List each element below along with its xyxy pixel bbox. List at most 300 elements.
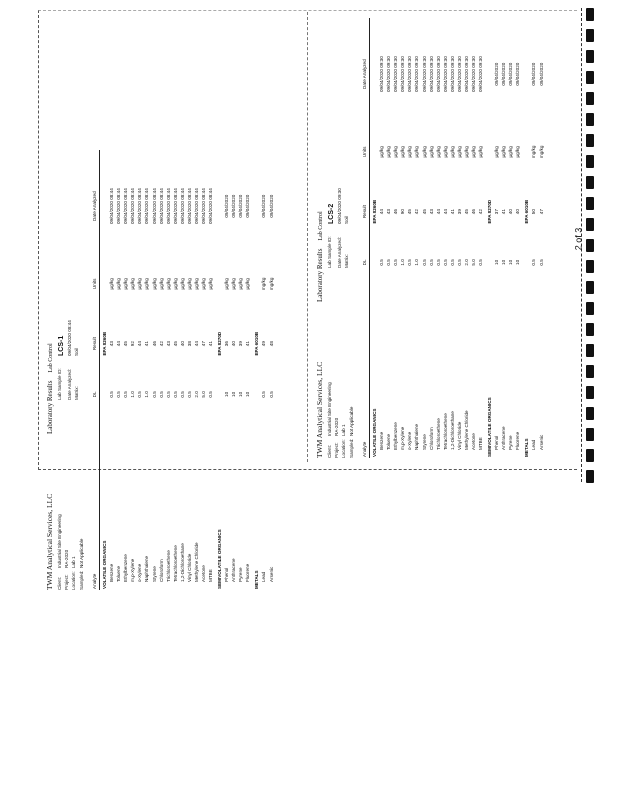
- dl-cell: 0.5: [186, 391, 192, 398]
- column-header: DL: [363, 250, 370, 275]
- result-cell: 40: [515, 209, 521, 215]
- result-cell: 48: [268, 341, 274, 347]
- dl-cell: 0.5: [407, 259, 413, 266]
- feed-hole: [586, 29, 594, 42]
- dl-cell: 10: [231, 391, 237, 397]
- lab-report: [316, 18, 568, 458]
- analyte-cell: Methylene Chloride: [194, 542, 200, 582]
- feed-hole: [586, 134, 594, 147]
- date-cell: 09/04/2020 08:44: [130, 188, 136, 225]
- analyte-cell: o-Xylene: [137, 563, 143, 582]
- table-row: [443, 18, 450, 458]
- client-info: [58, 440, 87, 590]
- table-row: [471, 18, 478, 458]
- units-cell: µg/kg: [130, 278, 136, 290]
- dl-cell: 0.5: [208, 391, 214, 398]
- units-cell: µg/kg: [501, 146, 507, 158]
- date-cell: 09/04/2020 09:30: [464, 56, 470, 93]
- dl-cell: 0.5: [165, 391, 171, 398]
- units-cell: µg/kg: [165, 278, 171, 290]
- info-row: [335, 308, 340, 458]
- dl-cell: 0.5: [393, 259, 399, 266]
- info-row: [80, 440, 85, 590]
- info-key: Client:: [327, 444, 332, 458]
- info-row: [342, 308, 347, 458]
- date-cell: 09/04/2020 09:30: [442, 56, 448, 93]
- date-cell: 09/04/2020 08:44: [194, 188, 200, 225]
- group-spacer: [215, 150, 224, 262]
- table-row: [208, 150, 215, 590]
- group-method: EPA 8270D: [487, 199, 493, 224]
- analyte-cell: MTBE: [478, 437, 484, 450]
- result-cell: 42: [478, 209, 484, 215]
- info-key: Matrix:: [343, 254, 349, 268]
- result-cell: 46: [393, 209, 399, 215]
- date-cell: 09/04/2020 08:44: [208, 188, 214, 225]
- units-cell: mg/kg: [268, 277, 274, 291]
- result-cell: 41: [501, 209, 507, 215]
- info-value: Industrial Site Engineering: [327, 382, 332, 436]
- dl-cell: 0.5: [456, 259, 462, 266]
- units-cell: mg/kg: [261, 277, 267, 291]
- column-header: Date Analyzed: [93, 150, 100, 262]
- group-spacer: [522, 18, 531, 130]
- analyte-cell: Chloroform: [158, 559, 164, 582]
- info-key: Project:: [64, 574, 70, 590]
- date-cell: 09/04/2020 09:30: [428, 56, 434, 93]
- table-row: [531, 18, 538, 458]
- page-divider: [307, 12, 308, 462]
- units-cell: µg/kg: [137, 278, 143, 290]
- units-cell: µg/kg: [179, 278, 185, 290]
- analyte-cell: Naphthalene: [414, 423, 420, 450]
- info-key: Sampled:: [348, 438, 354, 458]
- result-cell: 42: [414, 209, 420, 215]
- report-subtitle: Lab Control: [48, 343, 54, 373]
- table-row: [261, 150, 268, 590]
- units-cell: µg/kg: [123, 278, 129, 290]
- group-spacer: [252, 382, 261, 407]
- feed-hole: [586, 428, 594, 441]
- feed-hole: [586, 113, 594, 126]
- units-cell: µg/kg: [194, 278, 200, 290]
- date-cell: 09/04/2020: [245, 194, 251, 218]
- analyte-cell: Toluene: [386, 433, 392, 450]
- group-spacer: [522, 250, 531, 275]
- group-spacer: [369, 250, 378, 275]
- analyte-cell: o-Xylene: [407, 431, 413, 450]
- page-number: 2 of 3: [573, 227, 584, 251]
- feed-hole: [586, 197, 594, 210]
- dl-cell: 0.5: [378, 259, 384, 266]
- group-row: [369, 18, 378, 458]
- feed-hole: [586, 386, 594, 399]
- dl-cell: 2.0: [464, 259, 470, 266]
- report-header: [316, 18, 324, 458]
- analyte-cell: Styrene: [421, 434, 427, 450]
- result-cell: 37: [494, 209, 500, 215]
- result-cell: 43: [386, 209, 392, 215]
- date-cell: 09/04/2020: [238, 194, 244, 218]
- result-cell: 44: [442, 209, 448, 215]
- dl-cell: 0.5: [386, 259, 392, 266]
- group-spacer: [99, 382, 108, 407]
- dl-cell: 5.0: [471, 259, 477, 266]
- results-table: [93, 150, 276, 590]
- column-header: Date Analyzed: [363, 18, 370, 130]
- units-cell: µg/kg: [414, 146, 420, 158]
- units-cell: µg/kg: [428, 146, 434, 158]
- info-key: Date Analyzed:: [66, 369, 72, 400]
- units-cell: µg/kg: [400, 146, 406, 158]
- analyte-cell: Benzene: [378, 431, 384, 450]
- dl-cell: 1.0: [144, 391, 150, 398]
- date-cell: 09/04/2020: [538, 62, 544, 86]
- units-cell: µg/kg: [186, 278, 192, 290]
- report-title: Laboratory Results: [316, 248, 324, 302]
- units-cell: µg/kg: [158, 278, 164, 290]
- analyte-cell: Arsenic: [538, 434, 544, 450]
- lab-sample-id: LCS-2: [328, 203, 335, 224]
- group-name: METALS: [524, 438, 530, 457]
- report-title: Laboratory Results: [46, 380, 54, 434]
- table-row: [268, 150, 275, 590]
- dl-cell: 0.5: [428, 259, 434, 266]
- table-row: [457, 18, 464, 458]
- sample-details: [58, 260, 87, 400]
- date-cell: 09/04/2020 09:30: [478, 56, 484, 93]
- result-cell: 44: [116, 341, 122, 347]
- sample-info: [328, 18, 357, 458]
- info-key: Date Analyzed:: [336, 237, 342, 268]
- table-row: [109, 150, 116, 590]
- units-cell: µg/kg: [515, 146, 521, 158]
- analyte-cell: Toluene: [116, 565, 122, 582]
- dl-cell: 10: [515, 259, 521, 265]
- info-key: Lab Sample ID:: [327, 236, 332, 268]
- sample-details: [328, 128, 357, 268]
- result-cell: 44: [435, 209, 441, 215]
- result-cell: 45: [172, 341, 178, 347]
- column-header: DL: [93, 382, 100, 407]
- result-cell: 40: [179, 341, 185, 347]
- units-cell: µg/kg: [208, 278, 214, 290]
- dl-cell: 1.0: [400, 259, 406, 266]
- table-row: [386, 18, 393, 458]
- info-row: [345, 128, 350, 268]
- analyte-cell: Trichloroethene: [435, 418, 441, 450]
- info-value: 09/04/2020 08:44: [66, 320, 72, 356]
- date-cell: 09/04/2020 08:44: [172, 188, 178, 225]
- dl-cell: 0.5: [261, 391, 267, 398]
- units-cell: µg/kg: [494, 146, 500, 158]
- date-cell: 09/04/2020: [261, 194, 267, 218]
- feed-hole: [586, 407, 594, 420]
- group-method: EPA 8260B: [371, 199, 377, 224]
- date-cell: 09/04/2020 09:30: [421, 56, 427, 93]
- dl-cell: 10: [508, 259, 514, 265]
- feed-hole: [586, 176, 594, 189]
- result-cell: 90: [400, 209, 406, 215]
- table-row: [130, 150, 137, 590]
- units-cell: µg/kg: [442, 146, 448, 158]
- group-row: [485, 18, 494, 458]
- feed-hole: [586, 8, 594, 21]
- info-value: RA-2020: [64, 549, 70, 568]
- lab-name: TWM Analytical Services, LLC: [45, 493, 54, 590]
- analyte-cell: Trichloroethene: [165, 550, 171, 582]
- dl-cell: 0.5: [123, 391, 129, 398]
- date-cell: 09/04/2020 09:30: [407, 56, 413, 93]
- result-cell: 40: [231, 341, 237, 347]
- date-cell: 09/04/2020: [268, 194, 274, 218]
- result-cell: 43: [165, 341, 171, 347]
- report-header: [46, 150, 54, 590]
- table-row: [165, 150, 172, 590]
- analyte-cell: Anthracene: [231, 558, 237, 582]
- dl-cell: 0.5: [158, 391, 164, 398]
- group-name: VOLATILE ORGANICS: [371, 408, 377, 457]
- column-header: Units: [93, 262, 100, 305]
- info-row: [75, 260, 80, 400]
- date-cell: 09/04/2020 08:44: [144, 188, 150, 225]
- table-row: [201, 150, 208, 590]
- date-cell: 09/04/2020 09:30: [378, 56, 384, 93]
- dl-cell: 1.0: [130, 391, 136, 398]
- table-row: [379, 18, 386, 458]
- client-info: [328, 308, 357, 458]
- result-cell: 47: [201, 341, 207, 347]
- result-cell: 36: [224, 341, 230, 347]
- units-cell: µg/kg: [508, 146, 514, 158]
- result-cell: 45: [407, 209, 413, 215]
- dl-cell: 0.5: [538, 259, 544, 266]
- group-spacer: [99, 262, 108, 305]
- table-header-row: [363, 18, 370, 458]
- analyte-cell: MTBE: [208, 569, 214, 582]
- units-cell: µg/kg: [456, 146, 462, 158]
- group-spacer: [252, 262, 261, 305]
- date-cell: 09/04/2020: [515, 62, 521, 86]
- units-cell: µg/kg: [201, 278, 207, 290]
- analyte-cell: Phenol: [224, 567, 230, 582]
- group-row: [252, 150, 261, 590]
- info-row: [328, 128, 335, 268]
- dl-cell: 5.0: [201, 391, 207, 398]
- date-cell: 09/04/2020 08:44: [158, 188, 164, 225]
- results-table: [363, 18, 546, 458]
- group-name: SEMIVOLATILE ORGANICS: [217, 529, 223, 589]
- analyte-cell: Vinyl Chloride: [186, 553, 192, 582]
- table-row: [407, 18, 414, 458]
- table-row: [158, 150, 165, 590]
- group-name: METALS: [254, 570, 260, 589]
- group-row: [215, 150, 224, 590]
- result-cell: 39: [238, 341, 244, 347]
- dl-cell: 0.5: [435, 259, 441, 266]
- date-cell: 09/04/2020 08:44: [116, 188, 122, 225]
- units-cell: µg/kg: [464, 146, 470, 158]
- info-value: Lab 1: [341, 424, 347, 436]
- date-cell: 09/04/2020 08:44: [151, 188, 157, 225]
- date-cell: 09/04/2020: [531, 62, 537, 86]
- info-row: [338, 128, 343, 268]
- table-row: [494, 18, 501, 458]
- units-cell: µg/kg: [471, 146, 477, 158]
- analyte-cell: Chloroform: [428, 427, 434, 450]
- result-cell: 46: [151, 341, 157, 347]
- column-header: Analyte: [93, 407, 100, 590]
- group-spacer: [522, 130, 531, 173]
- group-spacer: [215, 262, 224, 305]
- units-cell: µg/kg: [108, 278, 114, 290]
- info-value: Soil: [73, 348, 79, 356]
- analyte-cell: Anthracene: [501, 426, 507, 450]
- group-method: EPA 6010B: [254, 331, 260, 356]
- units-cell: µg/kg: [421, 146, 427, 158]
- sample-info: [58, 150, 87, 590]
- table-header-row: [93, 150, 100, 590]
- feed-hole: [586, 365, 594, 378]
- table-row: [116, 150, 123, 590]
- table-row: [151, 150, 158, 590]
- info-key: Project:: [334, 442, 340, 458]
- result-cell: 47: [538, 209, 544, 215]
- table-row: [421, 18, 428, 458]
- info-value: Not Applicable: [78, 538, 84, 568]
- analyte-cell: Acetone: [201, 565, 207, 582]
- units-cell: µg/kg: [224, 278, 230, 290]
- analyte-cell: Fluorene: [245, 563, 251, 582]
- table-row: [428, 18, 435, 458]
- result-cell: 45: [464, 209, 470, 215]
- date-cell: 09/04/2020 09:30: [400, 56, 406, 93]
- dl-cell: 10: [501, 259, 507, 265]
- column-header: Analyte: [363, 275, 370, 458]
- table-row: [464, 18, 471, 458]
- date-cell: 09/04/2020: [231, 194, 237, 218]
- feed-hole: [586, 302, 594, 315]
- result-cell: 41: [449, 209, 455, 215]
- table-row: [194, 150, 201, 590]
- units-cell: µg/kg: [231, 278, 237, 290]
- date-cell: 09/04/2020 08:44: [201, 188, 207, 225]
- table-row: [515, 18, 522, 458]
- date-cell: 09/04/2020 09:30: [449, 56, 455, 93]
- table-row: [508, 18, 515, 458]
- feed-hole: [586, 92, 594, 105]
- group-spacer: [485, 250, 494, 275]
- dl-cell: 0.5: [478, 259, 484, 266]
- info-row: [328, 308, 333, 458]
- dl-cell: 0.5: [151, 391, 157, 398]
- analyte-cell: m,p-Xylene: [400, 426, 406, 450]
- result-cell: 50: [531, 209, 537, 215]
- table-row: [435, 18, 442, 458]
- units-cell: µg/kg: [116, 278, 122, 290]
- analyte-cell: Vinyl Chloride: [456, 421, 462, 450]
- feed-hole: [586, 449, 594, 462]
- table-row: [501, 18, 508, 458]
- dl-cell: 10: [224, 391, 230, 397]
- units-cell: µg/kg: [449, 146, 455, 158]
- group-spacer: [485, 130, 494, 173]
- date-cell: 09/04/2020 08:44: [108, 188, 114, 225]
- feed-hole: [586, 71, 594, 84]
- units-cell: µg/kg: [478, 146, 484, 158]
- table-row: [137, 150, 144, 590]
- units-cell: µg/kg: [386, 146, 392, 158]
- feed-hole: [586, 323, 594, 336]
- dl-cell: 0.5: [449, 259, 455, 266]
- dl-cell: 0.5: [116, 391, 122, 398]
- feed-hole: [586, 50, 594, 63]
- analyte-cell: 1,2-Dichloroethane: [179, 543, 185, 582]
- group-row: [99, 150, 108, 590]
- group-name: SEMIVOLATILE ORGANICS: [487, 397, 493, 457]
- group-name: VOLATILE ORGANICS: [101, 540, 107, 589]
- units-cell: µg/kg: [172, 278, 178, 290]
- units-cell: µg/kg: [238, 278, 244, 290]
- table-row: [173, 150, 180, 590]
- group-method: EPA 6010B: [524, 199, 530, 224]
- analyte-cell: Benzene: [108, 563, 114, 582]
- dl-cell: 0.5: [179, 391, 185, 398]
- group-spacer: [215, 382, 224, 407]
- date-cell: 09/04/2020 08:44: [186, 188, 192, 225]
- units-cell: µg/kg: [407, 146, 413, 158]
- info-key: Matrix:: [73, 386, 79, 400]
- table-row: [187, 150, 194, 590]
- analyte-cell: Pyrene: [508, 435, 514, 450]
- feed-hole: [586, 281, 594, 294]
- info-value: Industrial Site Engineering: [57, 514, 62, 568]
- feed-hole: [586, 239, 594, 252]
- result-cell: 41: [208, 341, 214, 347]
- info-value: Not Applicable: [348, 406, 354, 436]
- date-cell: 09/04/2020 09:30: [393, 56, 399, 93]
- info-row: [58, 260, 65, 400]
- info-row: [72, 440, 77, 590]
- dl-cell: 10: [238, 391, 244, 397]
- date-cell: 09/04/2020 08:44: [165, 188, 171, 225]
- table-row: [144, 150, 151, 590]
- table-row: [393, 18, 400, 458]
- date-cell: 09/04/2020 09:30: [435, 56, 441, 93]
- analyte-cell: Phenol: [494, 435, 500, 450]
- dl-cell: 2.0: [194, 391, 200, 398]
- info-value: RA-2020: [334, 417, 340, 436]
- lab-name: TWM Analytical Services, LLC: [315, 361, 324, 458]
- result-cell: 42: [158, 341, 164, 347]
- result-cell: 43: [108, 341, 114, 347]
- info-key: Client:: [57, 576, 62, 590]
- table-row: [538, 18, 545, 458]
- dl-cell: 0.5: [442, 259, 448, 266]
- group-spacer: [369, 18, 378, 130]
- analyte-cell: Ethylbenzene: [123, 554, 129, 582]
- table-row: [180, 150, 187, 590]
- info-value: Soil: [343, 216, 349, 224]
- result-cell: 40: [508, 209, 514, 215]
- analyte-cell: Arsenic: [268, 566, 274, 582]
- table-row: [123, 150, 130, 590]
- lab-sample-id: LCS-1: [58, 335, 65, 356]
- group-spacer: [252, 150, 261, 262]
- group-spacer: [485, 18, 494, 130]
- units-cell: mg/kg: [538, 145, 544, 159]
- feed-hole: [586, 155, 594, 168]
